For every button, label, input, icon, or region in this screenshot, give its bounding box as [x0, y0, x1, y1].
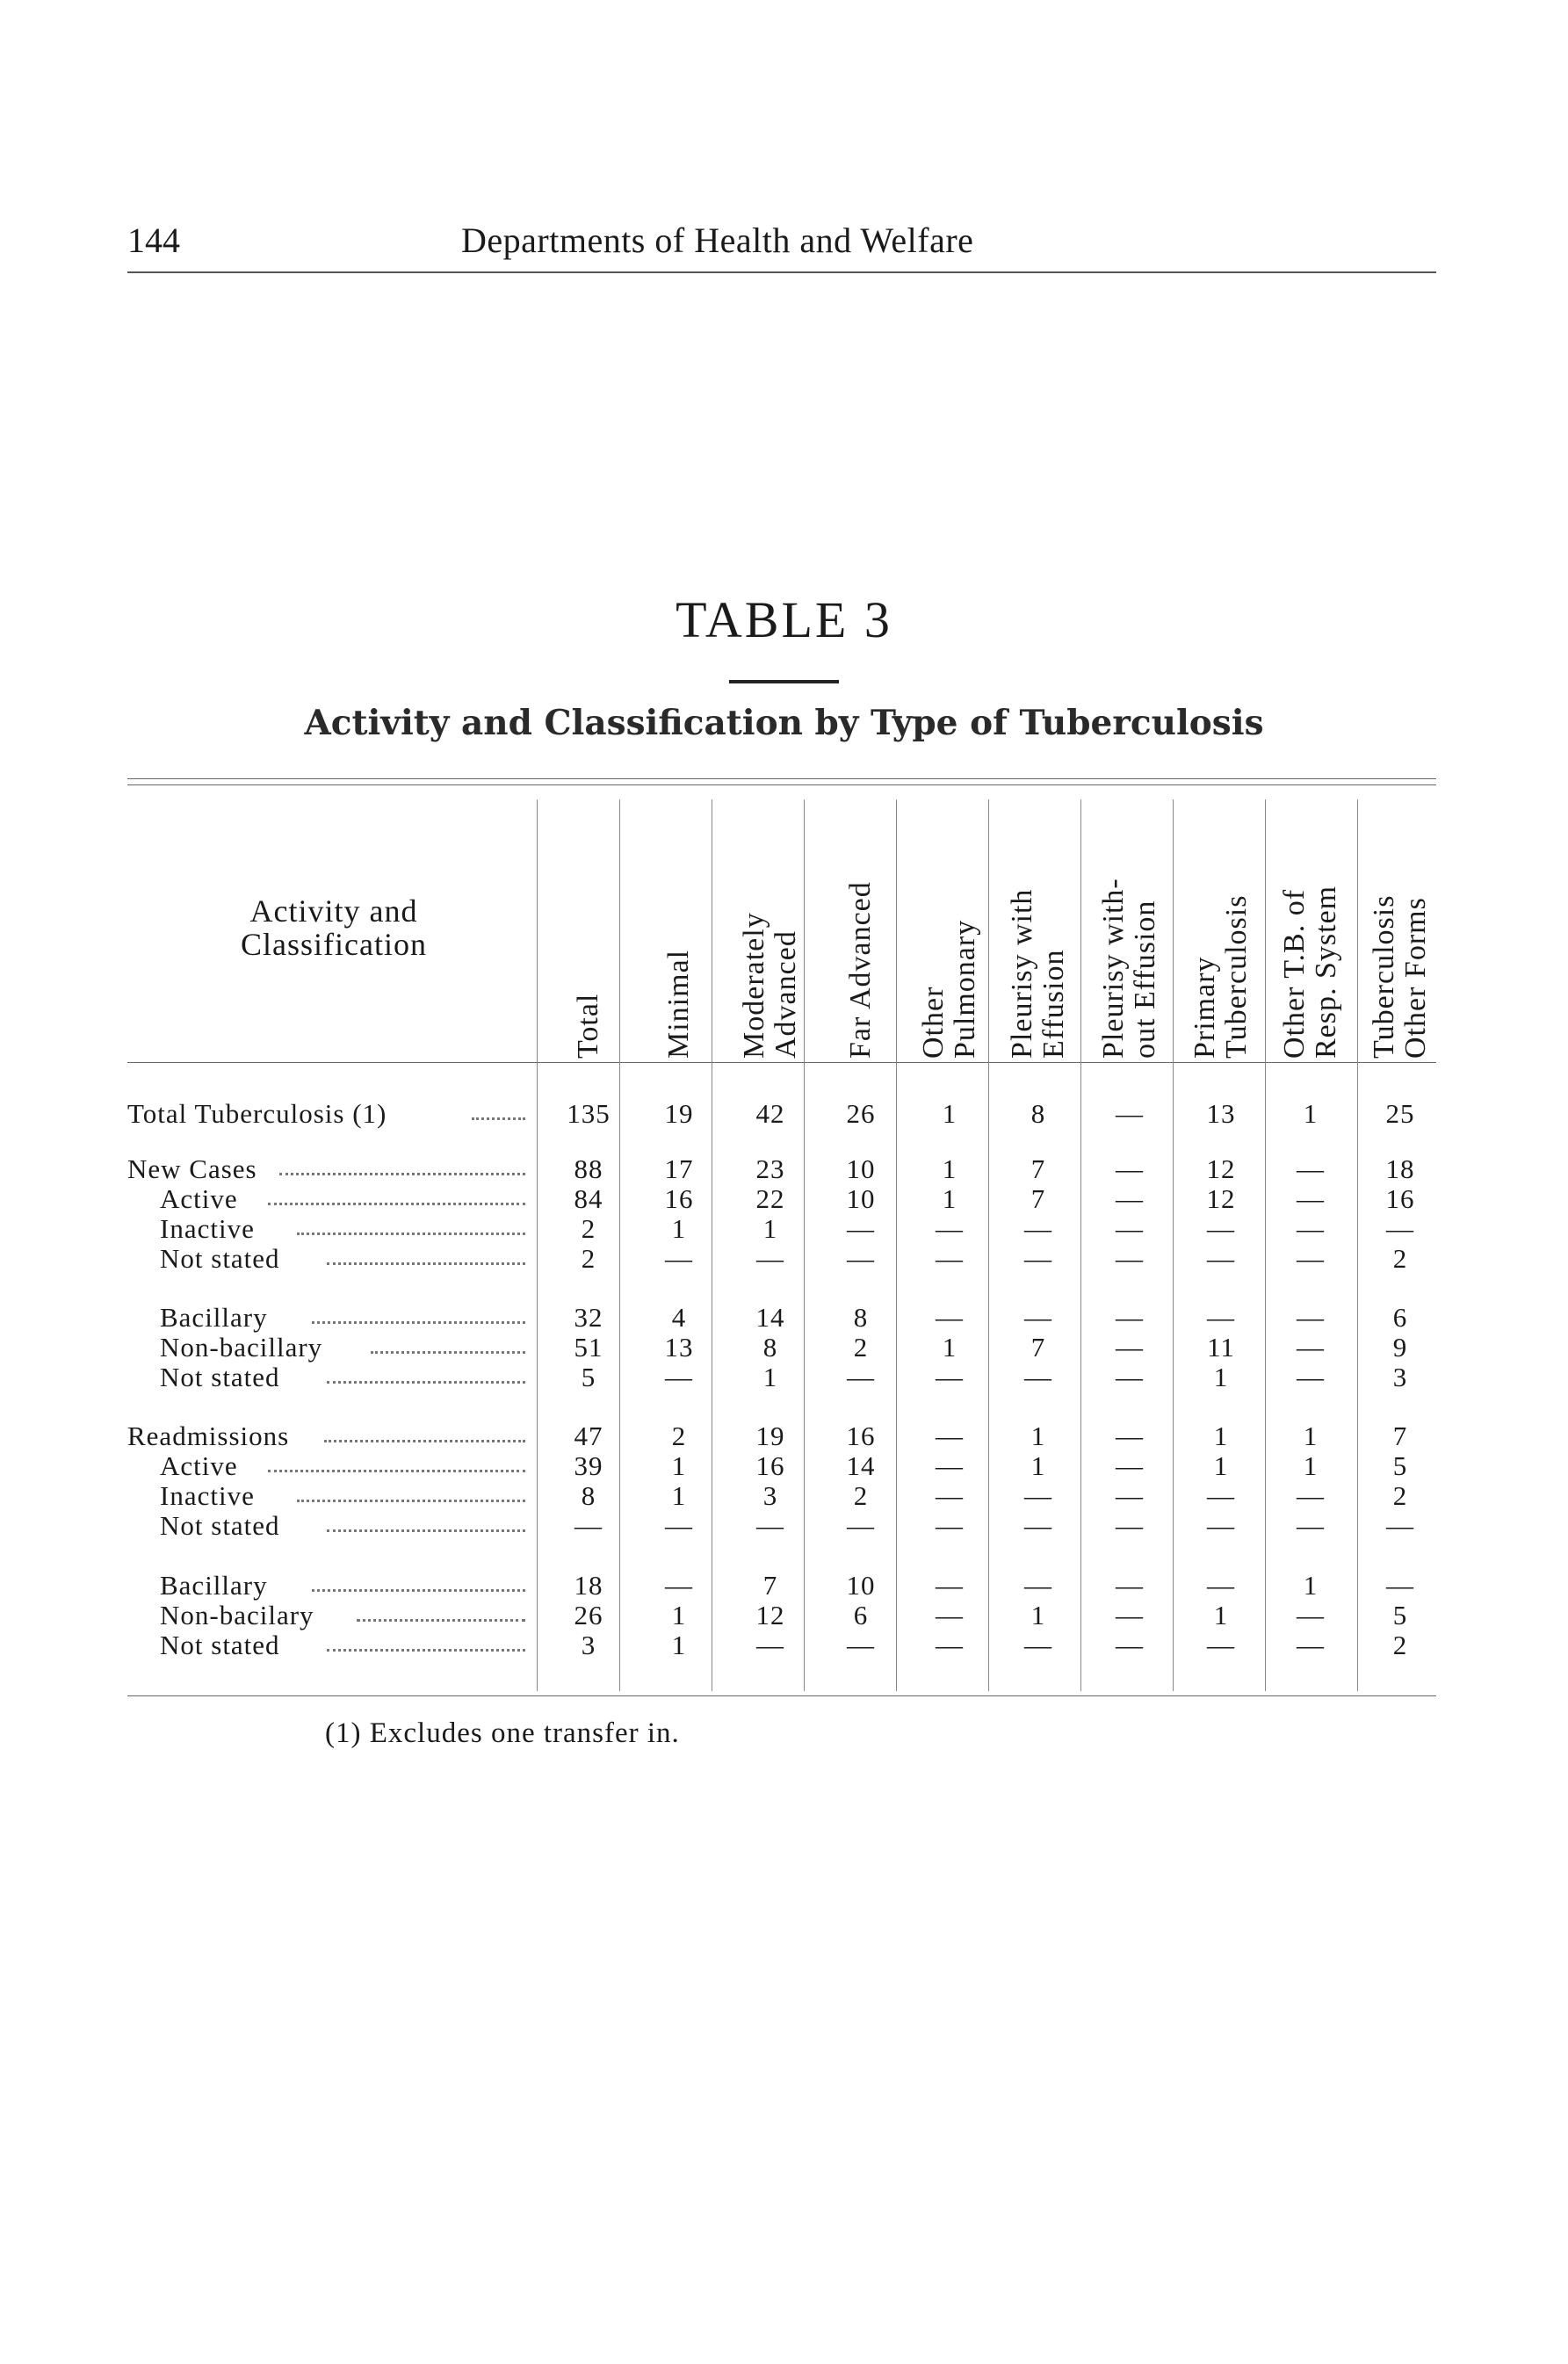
table-header-rule	[127, 1062, 1436, 1063]
row-label: Bacillary	[160, 1302, 268, 1333]
table-cell: 1	[942, 1183, 957, 1214]
table-cell: 4	[671, 1302, 687, 1333]
table-cell: 1	[1030, 1450, 1046, 1481]
table-row	[0, 1153, 1568, 1185]
table-row	[0, 1243, 1568, 1275]
table-cell: 1	[1030, 1600, 1046, 1630]
table-cell: —	[1207, 1570, 1235, 1601]
table-row	[0, 1362, 1568, 1393]
table-row	[0, 1450, 1568, 1482]
row-label: Active	[160, 1450, 238, 1481]
table-cell: —	[936, 1421, 964, 1451]
table-cell: —	[1297, 1362, 1325, 1392]
row-label: Inactive	[160, 1480, 255, 1511]
table-cell: —	[847, 1630, 875, 1660]
table-cell: —	[1024, 1570, 1052, 1601]
table-cell: —	[1297, 1302, 1325, 1333]
row-label: Not stated	[160, 1362, 280, 1392]
table-cell: 1	[671, 1450, 687, 1481]
dot-leader	[371, 1351, 525, 1354]
table-cell: 1	[671, 1213, 687, 1244]
dot-leader	[312, 1321, 525, 1324]
table-cell: —	[1386, 1510, 1414, 1541]
table-cell: 26	[574, 1600, 603, 1630]
table-cell: 8	[581, 1480, 596, 1511]
table-cell: —	[1386, 1213, 1414, 1244]
table-cell: —	[756, 1510, 784, 1541]
table-cell: 2	[1392, 1480, 1408, 1511]
table-cell: —	[1386, 1570, 1414, 1601]
table-cell: 1	[671, 1630, 687, 1660]
table-title: TABLE 3	[676, 591, 892, 648]
table-cell: —	[1116, 1302, 1144, 1333]
table-cell: —	[936, 1213, 964, 1244]
table-cell: 13	[664, 1332, 694, 1363]
table-cell: —	[1116, 1213, 1144, 1244]
dot-leader	[297, 1233, 525, 1235]
dot-leader	[268, 1470, 525, 1472]
table-cell: 1	[1303, 1098, 1319, 1129]
table-row	[0, 1570, 1568, 1601]
table-cell: —	[936, 1243, 964, 1274]
table-cell: —	[1297, 1243, 1325, 1274]
table-cell: 19	[755, 1421, 785, 1451]
table-cell: 13	[1206, 1098, 1236, 1129]
table-cell: 12	[1206, 1183, 1236, 1214]
table-cell: 32	[574, 1302, 603, 1333]
table-cell: 8	[1030, 1098, 1046, 1129]
table-cell: —	[1297, 1480, 1325, 1511]
column-header-text: Primary Tuberculosis	[1189, 894, 1253, 1059]
dot-leader	[327, 1381, 525, 1384]
dot-leader	[324, 1440, 525, 1442]
table-cell: 3	[1392, 1362, 1408, 1392]
table-cell: 6	[1392, 1302, 1408, 1333]
table-row	[0, 1098, 1568, 1130]
table-cell: 84	[574, 1183, 603, 1214]
table-cell: —	[1116, 1480, 1144, 1511]
table-cell: —	[1116, 1098, 1144, 1129]
table-cell: 7	[1030, 1332, 1046, 1363]
row-label: New Cases	[127, 1153, 257, 1184]
table-cell: —	[756, 1243, 784, 1274]
table-cell: 22	[755, 1183, 785, 1214]
row-label: Not stated	[160, 1243, 280, 1274]
table-cell: —	[847, 1510, 875, 1541]
table-row	[0, 1510, 1568, 1542]
table-cell: —	[1116, 1183, 1144, 1214]
table-cell: 7	[1030, 1183, 1046, 1214]
table-row	[0, 1302, 1568, 1334]
row-label: Not stated	[160, 1510, 280, 1541]
table-cell: —	[936, 1570, 964, 1601]
table-cell: 88	[574, 1153, 603, 1184]
table-cell: 16	[664, 1183, 694, 1214]
table-cell: —	[1116, 1153, 1144, 1184]
table-cell: —	[936, 1302, 964, 1333]
table-cell: 3	[581, 1630, 596, 1660]
table-cell: 5	[581, 1362, 596, 1392]
table-cell: 47	[574, 1421, 603, 1451]
dot-leader	[472, 1117, 525, 1120]
page-number: 144	[127, 220, 180, 260]
table-cell: —	[1297, 1510, 1325, 1541]
table-cell: —	[847, 1213, 875, 1244]
table-cell: 1	[1213, 1450, 1229, 1481]
table-cell: 7	[1030, 1153, 1046, 1184]
table-row	[0, 1213, 1568, 1245]
table-cell: —	[1116, 1332, 1144, 1363]
table-cell: —	[665, 1362, 693, 1392]
table-cell: —	[1116, 1600, 1144, 1630]
table-cell: —	[1116, 1450, 1144, 1481]
table-cell: 16	[755, 1450, 785, 1481]
table-cell: —	[847, 1243, 875, 1274]
table-cell: 8	[762, 1332, 778, 1363]
table-cell: 16	[846, 1421, 876, 1451]
table-cell: 1	[1213, 1600, 1229, 1630]
table-cell: 1	[1303, 1450, 1319, 1481]
table-cell: 11	[1207, 1332, 1235, 1363]
table-cell: —	[1297, 1600, 1325, 1630]
table-cell: 1	[942, 1153, 957, 1184]
table-row	[0, 1630, 1568, 1661]
table-cell: 135	[567, 1098, 611, 1129]
table-cell: —	[847, 1362, 875, 1392]
table-cell: 7	[762, 1570, 778, 1601]
column-header-text: Minimal	[662, 949, 695, 1059]
table-subtitle: Activity and Classification by Type of Tuberculosis	[304, 703, 1264, 743]
table-cell: —	[1024, 1302, 1052, 1333]
table-cell: 2	[1392, 1243, 1408, 1274]
table-cell: —	[1297, 1213, 1325, 1244]
table-cell: 1	[671, 1480, 687, 1511]
dot-leader	[327, 1649, 525, 1652]
table-cell: 1	[942, 1098, 957, 1129]
table-cell: 1	[1030, 1421, 1046, 1451]
table-cell: —	[936, 1630, 964, 1660]
table-cell: 1	[671, 1600, 687, 1630]
table-cell: 2	[853, 1332, 869, 1363]
table-cell: 19	[664, 1098, 694, 1129]
table-cell: 2	[581, 1243, 596, 1274]
table-cell: —	[1116, 1570, 1144, 1601]
table-cell: 10	[846, 1183, 876, 1214]
table-cell: —	[665, 1570, 693, 1601]
row-label: Non-bacilary	[160, 1600, 314, 1630]
table-cell: 14	[846, 1450, 876, 1481]
table-cell: —	[1116, 1362, 1144, 1392]
table-cell: —	[574, 1510, 603, 1541]
table-cell: 25	[1385, 1098, 1415, 1129]
table-cell: 1	[1213, 1421, 1229, 1451]
table-cell: 1	[1303, 1421, 1319, 1451]
table-cell: 12	[755, 1600, 785, 1630]
column-header-text: Tuberculosis Other Forms	[1368, 894, 1432, 1059]
column-header-text: Far Advanced	[844, 881, 877, 1059]
table-cell: 1	[762, 1213, 778, 1244]
table-cell: —	[665, 1510, 693, 1541]
dot-leader	[357, 1619, 525, 1622]
table-cell: 1	[762, 1362, 778, 1392]
table-cell: 6	[853, 1600, 869, 1630]
table-cell: 9	[1392, 1332, 1408, 1363]
dot-leader	[297, 1500, 525, 1502]
table-cell: 1	[1303, 1570, 1319, 1601]
row-label: Non-bacillary	[160, 1332, 323, 1363]
column-header-text: Other Pulmonary	[917, 919, 981, 1059]
table-row	[0, 1480, 1568, 1512]
table-cell: 7	[1392, 1421, 1408, 1451]
header-rule	[127, 271, 1436, 273]
table-cell: —	[1116, 1510, 1144, 1541]
row-label: Active	[160, 1183, 238, 1214]
running-title: Departments of Health and Welfare	[461, 220, 974, 260]
table-cell: 2	[581, 1213, 596, 1244]
table-cell: 12	[1206, 1153, 1236, 1184]
table-cell: —	[1207, 1630, 1235, 1660]
table-cell: —	[1207, 1510, 1235, 1541]
dot-leader	[279, 1173, 525, 1175]
table-cell: —	[1024, 1510, 1052, 1541]
table-cell: 51	[574, 1332, 603, 1363]
table-cell: 26	[846, 1098, 876, 1129]
table-cell: 18	[574, 1570, 603, 1601]
table-cell: 3	[762, 1480, 778, 1511]
table-cell: —	[1207, 1480, 1235, 1511]
table-bottom-rule	[127, 1695, 1436, 1696]
column-header-text: Pleurisy with Effusion	[1006, 888, 1070, 1059]
table-row	[0, 1421, 1568, 1452]
table-cell: 2	[671, 1421, 687, 1451]
table-cell: —	[936, 1450, 964, 1481]
stub-heading: Activity and Classification	[241, 893, 427, 962]
table-cell: —	[936, 1600, 964, 1630]
table-cell: —	[1297, 1630, 1325, 1660]
table-cell: —	[1297, 1153, 1325, 1184]
dot-leader	[268, 1203, 525, 1205]
table-cell: 5	[1392, 1450, 1408, 1481]
table-row	[0, 1600, 1568, 1631]
row-label: Inactive	[160, 1213, 255, 1244]
table-cell: 1	[1213, 1362, 1229, 1392]
table-cell: —	[665, 1243, 693, 1274]
table-cell: 39	[574, 1450, 603, 1481]
dot-leader	[327, 1262, 525, 1265]
table-cell: 8	[853, 1302, 869, 1333]
column-header-text: Total	[572, 993, 604, 1059]
dot-leader	[312, 1589, 525, 1592]
table-cell: —	[936, 1510, 964, 1541]
table-cell: —	[1207, 1213, 1235, 1244]
table-cell: —	[1116, 1243, 1144, 1274]
table-cell: —	[1024, 1480, 1052, 1511]
column-header-text: Moderately Advanced	[738, 912, 802, 1059]
table-cell: —	[1116, 1630, 1144, 1660]
table-cell: 18	[1385, 1153, 1415, 1184]
table-cell: 14	[755, 1302, 785, 1333]
dot-leader	[327, 1529, 525, 1532]
table-cell: 23	[755, 1153, 785, 1184]
table-cell: 5	[1392, 1600, 1408, 1630]
table-cell: 10	[846, 1153, 876, 1184]
table-cell: 2	[1392, 1630, 1408, 1660]
table-row	[0, 1183, 1568, 1215]
table-cell: —	[1297, 1332, 1325, 1363]
footnote: (1) Excludes one transfer in.	[325, 1717, 680, 1749]
table-cell: —	[1024, 1630, 1052, 1660]
row-label: Not stated	[160, 1630, 280, 1660]
table-cell: 16	[1385, 1183, 1415, 1214]
table-cell: —	[936, 1362, 964, 1392]
table-cell: —	[1024, 1243, 1052, 1274]
table-cell: —	[756, 1630, 784, 1660]
table-cell: —	[1207, 1302, 1235, 1333]
table-row	[0, 1332, 1568, 1363]
table-cell: 42	[755, 1098, 785, 1129]
row-label: Readmissions	[127, 1421, 290, 1451]
table-cell: 2	[853, 1480, 869, 1511]
row-label: Bacillary	[160, 1570, 268, 1601]
table-cell: 1	[942, 1332, 957, 1363]
row-label: Total Tuberculosis (1)	[127, 1098, 387, 1129]
column-header-text: Other T.B. of Resp. System	[1278, 885, 1342, 1059]
table-cell: —	[1116, 1421, 1144, 1451]
table-cell: —	[1207, 1243, 1235, 1274]
title-rule	[729, 680, 839, 683]
table-cell: —	[1024, 1362, 1052, 1392]
table-cell: —	[1024, 1213, 1052, 1244]
table-cell: —	[1297, 1183, 1325, 1214]
table-cell: —	[936, 1480, 964, 1511]
column-header-text: Pleurisy with- out Effusion	[1097, 878, 1161, 1059]
table-cell: 10	[846, 1570, 876, 1601]
table-cell: 17	[664, 1153, 694, 1184]
